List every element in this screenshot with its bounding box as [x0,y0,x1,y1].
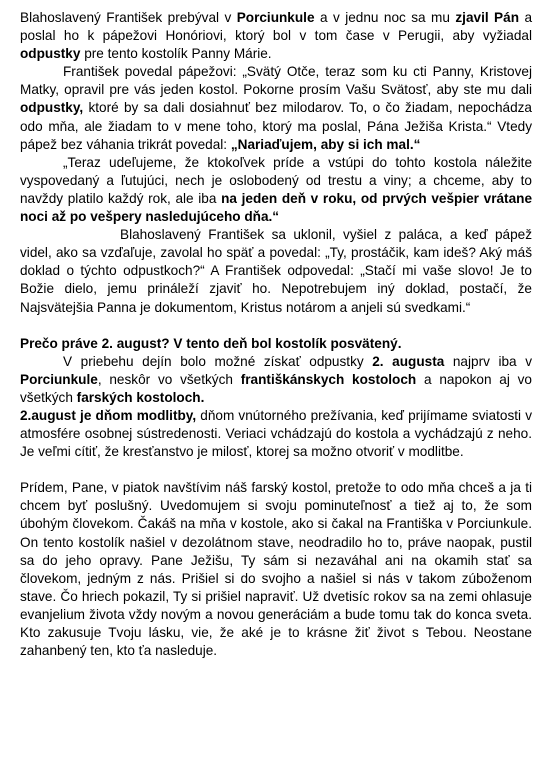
bold-text: 2. augusta [372,353,445,369]
text-span: , neskôr vo všetkých [97,371,241,387]
bold-text: farských kostoloch. [76,389,205,405]
paragraph-history [20,353,532,407]
text-span: najprv iba v [444,353,532,369]
text-span: Blahoslavený František prebýval v [20,10,237,25]
bold-text: odpustky, [20,100,84,116]
bold-text: na jeden deň v roku, od prvých vešpier vrátane noci až po vešpery nasledujúceho dňa.“ [20,190,533,225]
text-span: Prídem, Pane, v piatok navštívim náš farský kostol, pretože to odo mňa chceš a ja ti chcem byť poslušný. Uvedomujem si svoju pominuteľnosť a tiež aj to, že som úbohým človekom. Čakáš na mňa v kostole, ako si čakal na Františka v Porciunkule. On tento kostolík našiel v dezolátnom stave, neodradilo ho to, práve naopak, pustil sa do jeho opravy. Pane Ježišu, Ty sám si nezaváhal ani na okamih stať sa človekom, jedným z nás. Prišiel si do svojho a našiel si nás v takom zúboženom stave. Čo hriech pokazil, Ty si prišiel napraviť. Už dvetisíc rokov sa na zemi ohlasuje evanjelium života vždy novým a novou generáciám a bude tomu tak do konca sveta. Kto zakusuje Tvoju lásku, vie, že aké je to krásne žiť život s Tebou. Neostane zahanbený ten, kto ťa nasleduje. [20,480,532,659]
text-span: pre tento kostolík Panny Márie. [80,46,272,62]
heading-text: Prečo práve 2. august? V tento deň bol kostolík posvätený. [20,335,402,351]
text-span: a v jednu noc sa mu [314,10,456,25]
paragraph-indulgence-decree [20,154,532,226]
paragraph-request-to-pope [20,63,532,153]
bold-text: zjavil Pán [455,10,519,25]
bold-text: františkánskych kostoloch [240,371,417,387]
bold-text: Porciunkule [20,371,98,387]
paragraph-porciunkula-vision [20,9,532,63]
section-heading [20,335,532,353]
bold-text: odpustky [20,46,81,62]
text-span: V priebehu dejín bolo možné získať odpustky [63,353,373,369]
bold-text: Porciunkule [236,10,315,25]
text-span: „Teraz udeľujeme, že ktokoľvek príde a vstúpi do tohto kostola náležite vyspovedaný a ľutujúci, nech je oslobodený od trestu a viny; a chceme, aby to navždy platilo každý rok, ale iba [20,154,532,206]
text-span: dňom vnútorného prežívania, keď prijímame sviatosti v atmosfére osobnej sústredenosti. Veriaci vchádzajú do kostola a vychádzajú z neho. Je veľmi cítiť, že kresťanstvo je milosť, ktorej sa možno otvoriť v modlitbe. [20,407,533,460]
paragraph-spacer [20,461,532,479]
text-span: ktoré by sa dali dosiahnuť bez milodarov. To, o čo žiadam, nepochádza odo mňa, ale žiadam to v mene toho, ktorý ma poslal, Pána Ježiša Krista.“ Vtedy pápež bez váhania trikrát povedal: [20,100,532,152]
paragraph-personal-prayer [20,479,532,660]
bold-text: 2.august je dňom modlitby, [20,407,197,423]
bold-text: „Nariaďujem, aby si ich mal.“ [230,136,421,152]
text-span: a napokon aj vo všetkých [20,371,532,405]
text-span: a poslal ho k pápežovi Honóriovi, ktorý bol v tom čase v Perugii, aby vyžiadal [20,10,532,44]
paragraph-francis-reply [20,226,532,316]
paragraph-day-of-prayer [20,407,532,461]
text-span: Blahoslavený František sa uklonil, vyšiel z paláca, a keď pápež videl, ako sa vzďaľuje, zavolal ho späť a povedal: „Ty, prostáčik, kam ideš? Aký máš doklad o týchto odpustkoch?“ A František odpovedal: „Stačí mi vaše slovo! Je to Božie dielo, jemu prináleží zjaviť ho. Nepotrebujem iný doklad, postačí, že Najsvätejšia Panna je dokumentom, Kristus notárom a anjeli sú svedkami.“ [20,227,532,315]
paragraph-spacer [20,317,532,335]
text-span: František povedal pápežovi: „Svätý Otče, teraz som ku cti Panny, Kristovej Matky, opravil pre vás jeden kostol. Pokorne prosím Vašu Svätosť, aby ste mu dali [20,64,532,98]
